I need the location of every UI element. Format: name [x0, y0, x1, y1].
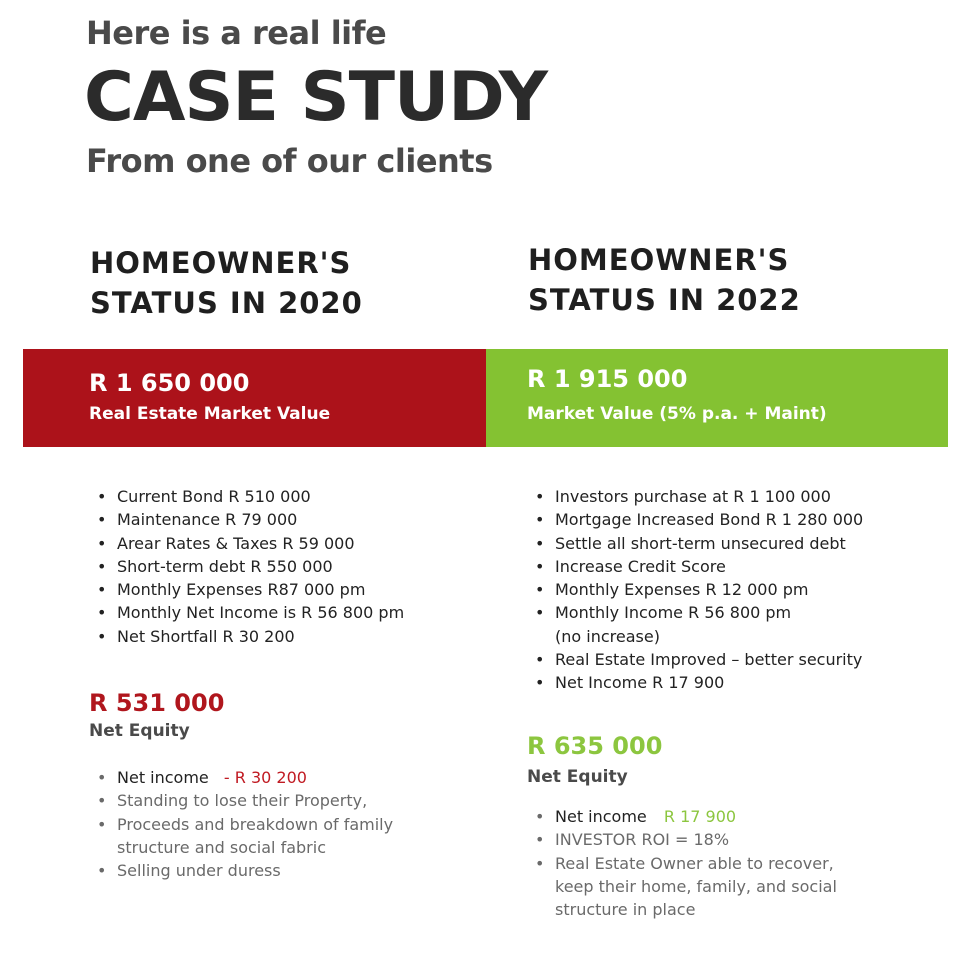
list-item: • Real Estate Improved – better security: [527, 648, 863, 671]
market-value-2022: R 1 915 000: [527, 365, 688, 393]
hero-tagline: From one of our clients: [86, 142, 493, 180]
list-item: • Maintenance R 79 000: [89, 508, 404, 531]
market-value-band-2020: [23, 349, 486, 447]
market-value-2020: R 1 650 000: [89, 369, 250, 397]
net-equity-amount-2022: R 635 000: [527, 732, 663, 760]
hero-title: CASE STUDY: [84, 58, 547, 137]
left-heading-line2: STATUS IN 2020: [90, 286, 363, 320]
net-income-value: R 17 900: [663, 807, 737, 826]
list-item: • Proceeds and breakdown of family: [89, 813, 393, 836]
net-income-item: [89, 766, 393, 789]
net-equity-amount-2020: R 531 000: [89, 689, 225, 717]
net-income-label: Net income: [555, 807, 647, 826]
net-equity-label-2020: Net Equity: [89, 721, 190, 741]
list-item-continuation: keep their home, family, and social: [555, 876, 837, 896]
right-heading-line2: STATUS IN 2022: [528, 283, 801, 317]
list-item: • Current Bond R 510 000: [89, 485, 404, 508]
list-item: • Standing to lose their Property,: [89, 789, 393, 812]
list-item: • Monthly Net Income is R 56 800 pm: [89, 601, 404, 624]
market-value-label-2022: Market Value (5% p.a. + Maint): [527, 404, 827, 424]
list-item: • Monthly Expenses R 12 000 pm: [527, 578, 863, 601]
list-item: • Short-term debt R 550 000: [89, 555, 404, 578]
market-value-band-2022: [486, 349, 948, 447]
list-item-continuation: (no increase): [555, 626, 660, 646]
list-item: • Arear Rates & Taxes R 59 000: [89, 532, 404, 555]
left-details-list: [89, 485, 404, 648]
net-income-label: Net income: [117, 768, 209, 787]
left-outcomes-list: [89, 766, 393, 882]
market-value-label-2020: Real Estate Market Value: [89, 404, 331, 424]
right-details-list: [527, 485, 863, 695]
right-status-heading: [528, 240, 948, 320]
list-item: • Investors purchase at R 1 100 000: [527, 485, 863, 508]
list-item: • Settle all short-term unsecured debt: [527, 532, 863, 555]
hero-subtitle: Here is a real life: [86, 14, 387, 52]
list-item: • Net Income R 17 900: [527, 671, 863, 694]
list-item: • INVESTOR ROI = 18%: [527, 828, 837, 851]
left-status-heading: [90, 243, 510, 323]
list-item: • Monthly Income R 56 800 pm: [527, 601, 863, 624]
list-item: • Monthly Expenses R87 000 pm: [89, 578, 404, 601]
list-item: • Real Estate Owner able to recover,: [527, 852, 837, 875]
net-income-value: - R 30 200: [223, 768, 307, 787]
list-item-continuation: structure and social fabric: [117, 837, 326, 857]
right-outcomes-list: [527, 805, 837, 921]
net-equity-label-2022: Net Equity: [527, 767, 628, 787]
list-item: • Selling under duress: [89, 859, 393, 882]
list-item: • Mortgage Increased Bond R 1 280 000: [527, 508, 863, 531]
right-heading-line1: HOMEOWNER'S: [528, 243, 790, 277]
list-item-continuation: structure in place: [555, 900, 696, 920]
list-item: • Increase Credit Score: [527, 555, 863, 578]
net-income-item: [527, 805, 837, 828]
left-heading-line1: HOMEOWNER'S: [90, 246, 352, 280]
list-item: • Net Shortfall R 30 200: [89, 625, 404, 648]
